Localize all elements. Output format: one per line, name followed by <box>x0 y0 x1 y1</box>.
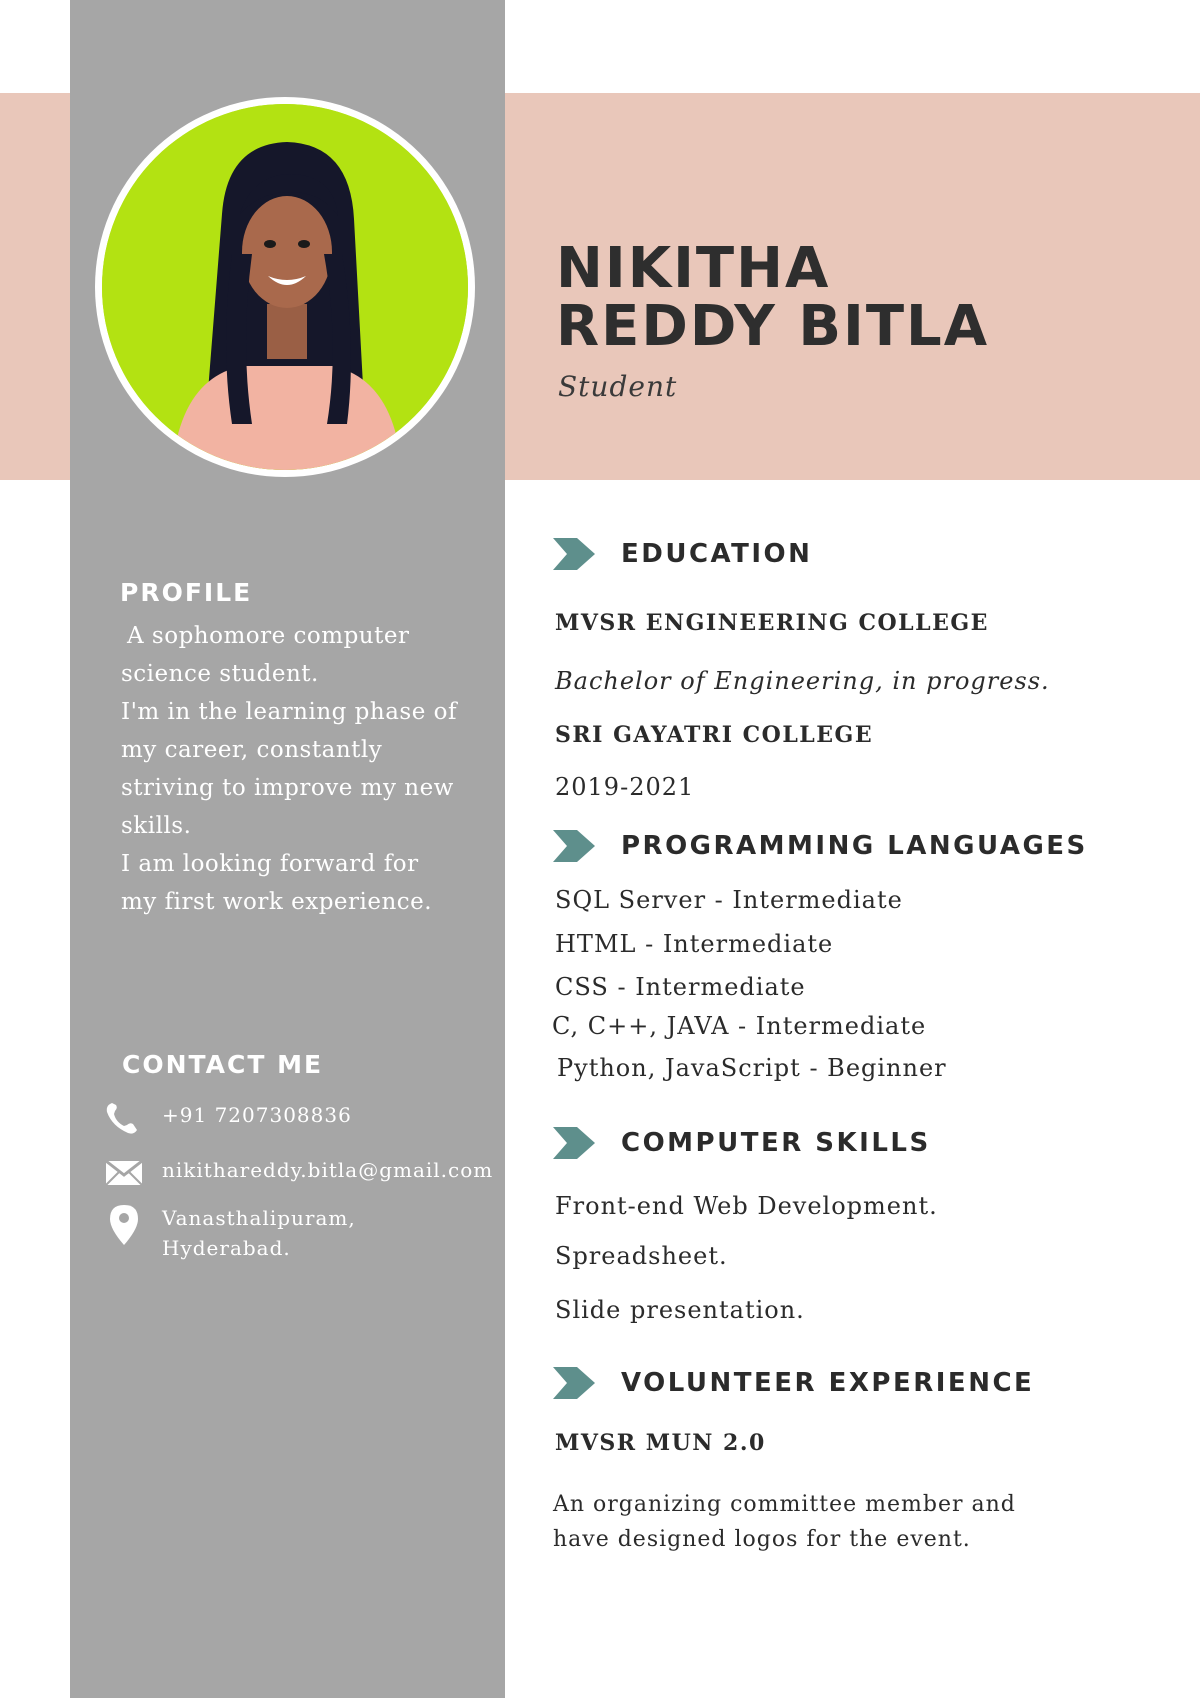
profile-photo <box>102 104 468 470</box>
skill-item: Python, JavaScript - Beginner <box>557 1054 947 1082</box>
profile-line: I'm in the learning phase of my career, constantly striving to improve my new skills. <box>121 699 458 839</box>
programming-heading: PROGRAMMING LANGUAGES <box>621 831 1088 861</box>
location-pin-icon <box>104 1203 144 1247</box>
chevron-right-icon <box>553 828 597 864</box>
chevron-right-icon <box>553 1365 597 1401</box>
education-detail: 2019-2021 <box>555 773 695 801</box>
volunteer-title: MVSR MUN 2.0 <box>555 1430 766 1456</box>
skill-item: HTML - Intermediate <box>555 930 834 958</box>
computer-skill-item: Front-end Web Development. <box>555 1192 938 1220</box>
skill-item: SQL Server - Intermediate <box>555 886 903 914</box>
address-line: Hyderabad. <box>162 1236 291 1260</box>
address <box>162 1203 356 1263</box>
contact-heading: CONTACT ME <box>122 1050 324 1079</box>
chevron-right-icon <box>553 536 597 572</box>
phone-icon <box>104 1100 144 1136</box>
contact-phone <box>104 1100 352 1136</box>
chevron-right-icon <box>553 1125 597 1161</box>
computer-skill-item: Slide presentation. <box>555 1296 805 1324</box>
job-title: Student <box>558 370 678 403</box>
profile-line: A sophomore computer science student. <box>121 623 410 687</box>
name-first-line: NIKITHA <box>556 236 831 301</box>
education-school: SRI GAYATRI COLLEGE <box>555 722 874 748</box>
profile-photo-frame <box>95 97 475 477</box>
education-school: MVSR ENGINEERING COLLEGE <box>555 610 989 636</box>
computer-skills-heading: COMPUTER SKILLS <box>621 1128 931 1158</box>
computer-skill-item: Spreadsheet. <box>555 1242 728 1270</box>
mail-icon <box>104 1155 144 1191</box>
profile-photo-illustration <box>102 104 468 470</box>
profile-summary <box>121 617 461 921</box>
education-heading: EDUCATION <box>621 539 813 569</box>
profile-line: I am looking forward for my first work experience. <box>121 851 433 915</box>
volunteer-description: An organizing committee member and have designed logos for the event. <box>553 1492 1016 1552</box>
contact-address <box>104 1203 356 1263</box>
phone-number[interactable]: +91 7207308836 <box>162 1103 352 1127</box>
volunteer-heading: VOLUNTEER EXPERIENCE <box>621 1368 1035 1398</box>
programming-section-header <box>553 828 1088 864</box>
education-detail: Bachelor of Engineering, in progress. <box>555 667 1050 695</box>
volunteer-section-header <box>553 1365 1034 1401</box>
full-name <box>556 236 990 359</box>
address-line: Vanasthalipuram, <box>162 1206 356 1230</box>
profile-heading: PROFILE <box>120 578 253 607</box>
name-second-line: REDDY BITLA <box>556 294 990 359</box>
skill-item: CSS - Intermediate <box>555 973 806 1001</box>
email-address[interactable]: nikithareddy.bitla@gmail.com <box>162 1158 494 1182</box>
computer-skills-section-header <box>553 1125 931 1161</box>
education-section-header <box>553 536 812 572</box>
skill-item: C, C++, JAVA - Intermediate <box>552 1012 927 1040</box>
contact-email <box>104 1155 493 1191</box>
